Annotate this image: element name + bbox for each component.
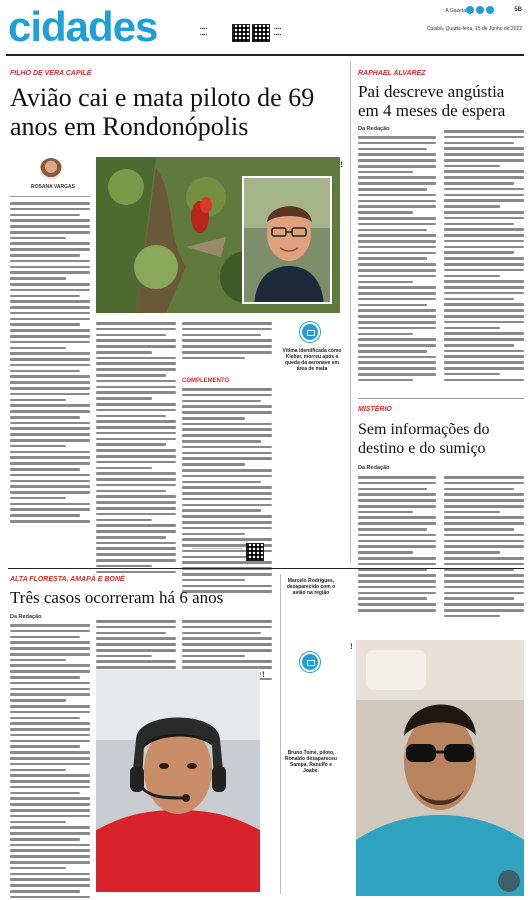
- inset-portrait[interactable]: [242, 176, 332, 304]
- bottom-headline[interactable]: Três casos ocorreram há 6 anos: [10, 588, 224, 607]
- main-kicker: FILHO DE VERA CAPILÉ: [10, 70, 92, 77]
- main-body-col-1: [10, 202, 90, 523]
- main-caption: Vítima identificada como Kleber, morreu após a queda da aeronave em área de mata: [282, 348, 342, 372]
- mid-caption: Marcelo Rodrigues, desaparecido com o avião na região: [286, 578, 336, 596]
- pilot-photo-1[interactable]: [96, 670, 260, 892]
- mast-label-left: ▪▪▪▪ ▪▪▪▪: [200, 26, 208, 38]
- author-avatar: [40, 158, 62, 180]
- qr-code-icon[interactable]: [252, 24, 270, 42]
- rule: [192, 548, 242, 549]
- mast-brand: A Gazeta: [445, 8, 466, 14]
- mast-date: Cuiabá, Quarta-feira, 15 de Junho de 2022: [426, 26, 522, 32]
- main-body-col-3-top: [182, 322, 272, 359]
- section-title: cidades: [8, 3, 158, 50]
- right-mid-byline: Da Redação: [358, 465, 390, 471]
- right-mid-col-1: [358, 476, 436, 612]
- main-body-col-2: [96, 322, 176, 573]
- quote-mark: !: [340, 160, 343, 169]
- rule: [358, 398, 524, 399]
- quote-mark: !: [262, 670, 265, 679]
- rule: [10, 196, 90, 197]
- mast-rule: [6, 54, 524, 56]
- qr-code-icon[interactable]: [246, 543, 264, 561]
- right-top-col-1: [358, 136, 436, 381]
- bottom-col-1: [10, 624, 90, 900]
- quote-mark: !: [350, 642, 353, 651]
- rule: [8, 568, 524, 569]
- social-icon[interactable]: [476, 6, 484, 14]
- social-icon[interactable]: [466, 6, 474, 14]
- camera-icon[interactable]: [300, 652, 320, 672]
- watermark-logo: [498, 870, 520, 892]
- right-mid-col-2: [444, 476, 524, 617]
- right-mid-headline[interactable]: Sem informações do destino e do sumiço: [358, 421, 490, 457]
- right-top-col-2: [444, 130, 524, 381]
- right-mid-kicker: MISTÉRIO: [358, 406, 392, 413]
- camera-icon[interactable]: [300, 322, 320, 342]
- column-divider: [280, 574, 281, 894]
- social-icons: [466, 6, 494, 14]
- low-caption: Bruno Tomé, piloto, Ronaldo desapareceu Sampa, Ranulfo e Joabe.: [285, 750, 337, 774]
- bottom-byline: Da Redação: [10, 614, 42, 620]
- main-headline[interactable]: Avião cai e mata piloto de 69 anos em Rondonópolis: [10, 83, 315, 141]
- column-divider: [350, 62, 351, 562]
- qr-code-icon[interactable]: [232, 24, 250, 42]
- right-top-headline[interactable]: Pai descreve angústia em 4 meses de espera: [358, 82, 506, 120]
- mast-label-right: ▪▪▪▪ ▪▪▪▪: [274, 26, 282, 38]
- bottom-kicker: ALTA FLORESTA, AMAPÁ E BONÉ: [10, 576, 125, 583]
- right-top-byline: Da Redação: [358, 126, 390, 132]
- page-number: 5B: [514, 7, 522, 13]
- main-subhead: COMPLEMENTO: [182, 378, 230, 384]
- right-top-kicker: RAPHAEL ALVAREZ: [358, 70, 426, 77]
- pilot-photo-2[interactable]: [356, 640, 524, 896]
- social-icon[interactable]: [486, 6, 494, 14]
- main-body-col-3: [182, 388, 272, 593]
- main-byline: ROSANA VARGAS: [31, 184, 75, 190]
- masthead: [0, 0, 530, 56]
